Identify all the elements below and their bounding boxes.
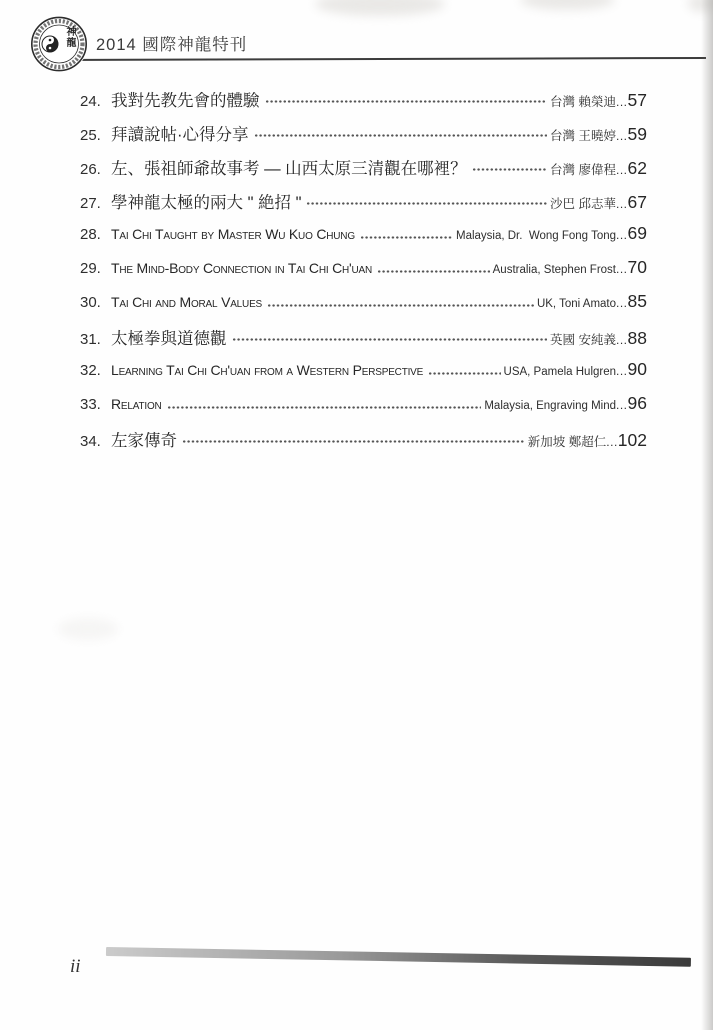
toc-entry xyxy=(80,87,647,108)
dot-leader-icon xyxy=(182,439,525,444)
entry-title: Learning Tai Chi Ch'uan from a Western Perspective xyxy=(111,362,424,378)
entry-author: 新加坡 鄭超仁 xyxy=(527,435,607,449)
seal-graphic xyxy=(30,16,88,72)
entry-title: The Mind-Body Connection in Tai Chi Ch'uan xyxy=(111,260,373,276)
entry-separator: ... xyxy=(606,435,618,449)
entry-author: 台灣 賴榮迪 xyxy=(550,95,617,109)
scan-edge-shadow xyxy=(701,0,713,1030)
toc-entry xyxy=(80,155,647,176)
entry-separator: ... xyxy=(616,364,628,378)
entry-author: 台灣 王曉婷 xyxy=(550,129,617,143)
yin-yang-icon xyxy=(42,36,58,52)
page-title: 2014 國際神龍特刊 xyxy=(96,36,248,54)
entry-title: 我對先教先會的體驗 xyxy=(111,92,260,110)
entry-number: 27. xyxy=(80,195,101,212)
dot-leader-icon xyxy=(267,303,534,308)
entry-separator: ... xyxy=(616,398,628,412)
entry-page: 96 xyxy=(627,393,647,413)
entry-number: 25. xyxy=(80,127,101,144)
entry-separator: ... xyxy=(616,333,628,347)
entry-author: Australia, Stephen Frost xyxy=(492,264,617,276)
entry-number: 31. xyxy=(80,331,101,348)
entry-page: 57 xyxy=(627,90,647,110)
dot-leader-icon xyxy=(360,235,453,240)
entry-page: 59 xyxy=(627,124,647,144)
toc-entry xyxy=(80,359,647,380)
entry-author: USA, Pamela Hulgren xyxy=(503,366,617,378)
toc-entry xyxy=(80,121,647,142)
toc-entry xyxy=(80,223,647,244)
footer-gradient-bar xyxy=(106,947,691,967)
entry-page: 69 xyxy=(627,223,647,243)
entry-author: UK, Toni Amato xyxy=(536,298,617,310)
toc-entry xyxy=(80,291,647,312)
entry-page: 85 xyxy=(627,291,647,311)
toc-entry xyxy=(80,325,647,346)
entry-number: 24. xyxy=(80,93,101,110)
entry-page: 67 xyxy=(627,192,647,212)
dot-leader-icon xyxy=(265,99,548,104)
table-of-contents xyxy=(80,87,647,461)
entry-page: 88 xyxy=(627,328,647,348)
entry-number: 29. xyxy=(80,260,101,277)
entry-number: 26. xyxy=(80,161,101,178)
entry-number: 34. xyxy=(80,433,101,450)
scan-smudge xyxy=(520,0,615,10)
entry-separator: ... xyxy=(616,95,628,109)
dot-leader-icon xyxy=(472,167,547,172)
dot-leader-icon xyxy=(232,337,548,342)
entry-separator: ... xyxy=(616,197,628,211)
header-divider xyxy=(58,57,706,61)
scan-smudge xyxy=(315,0,445,16)
seal-text: 神龍 xyxy=(64,26,75,48)
entry-title: 學神龍太極的兩大 " 絶招 " xyxy=(111,194,302,212)
entry-author: 沙巴 邱志華 xyxy=(550,197,617,211)
toc-entry xyxy=(80,189,647,210)
entry-separator: ... xyxy=(616,262,628,276)
entry-number: 28. xyxy=(80,226,101,243)
dot-leader-icon xyxy=(306,201,547,206)
dot-leader-icon xyxy=(428,371,500,376)
entry-title: 拜讀說帖·心得分享 xyxy=(111,126,249,144)
toc-entry xyxy=(80,393,647,414)
shenlong-seal-logo xyxy=(30,16,88,72)
entry-separator: ... xyxy=(616,163,628,177)
toc-entry xyxy=(80,257,647,278)
entry-title: Tai Chi and Moral Values xyxy=(111,294,263,310)
dot-leader-icon xyxy=(377,269,490,274)
entry-page: 90 xyxy=(627,359,647,379)
entry-page: 102 xyxy=(617,430,647,450)
entry-number: 32. xyxy=(80,362,101,379)
entry-title: Relation xyxy=(111,396,162,412)
entry-title: 左、張祖師爺故事考 — 山西太原三清觀在哪裡？ xyxy=(111,160,467,178)
entry-separator: ... xyxy=(616,296,628,310)
entry-author: 台灣 廖偉程 xyxy=(550,163,617,177)
entry-author: Malaysia, Engraving Mind xyxy=(484,400,617,412)
entry-title: 左家傳奇 xyxy=(111,432,177,450)
entry-separator: ... xyxy=(616,228,628,242)
entry-separator: ... xyxy=(616,129,628,143)
dot-leader-icon xyxy=(254,133,548,138)
page-number-folio: ii xyxy=(70,956,81,977)
entry-author: 英國 安純義 xyxy=(550,333,617,347)
entry-title: Tai Chi Taught by Master Wu Kuo Chung xyxy=(111,226,355,242)
toc-entry xyxy=(80,427,647,448)
entry-author: Malaysia, Dr. Wong Fong Tong xyxy=(455,230,617,242)
scan-smudge xyxy=(58,618,118,640)
dot-leader-icon xyxy=(167,405,482,410)
entry-page: 62 xyxy=(627,158,647,178)
entry-number: 33. xyxy=(80,396,101,413)
entry-number: 30. xyxy=(80,294,101,311)
entry-page: 70 xyxy=(627,257,647,277)
entry-title: 太極拳與道德觀 xyxy=(111,330,227,348)
